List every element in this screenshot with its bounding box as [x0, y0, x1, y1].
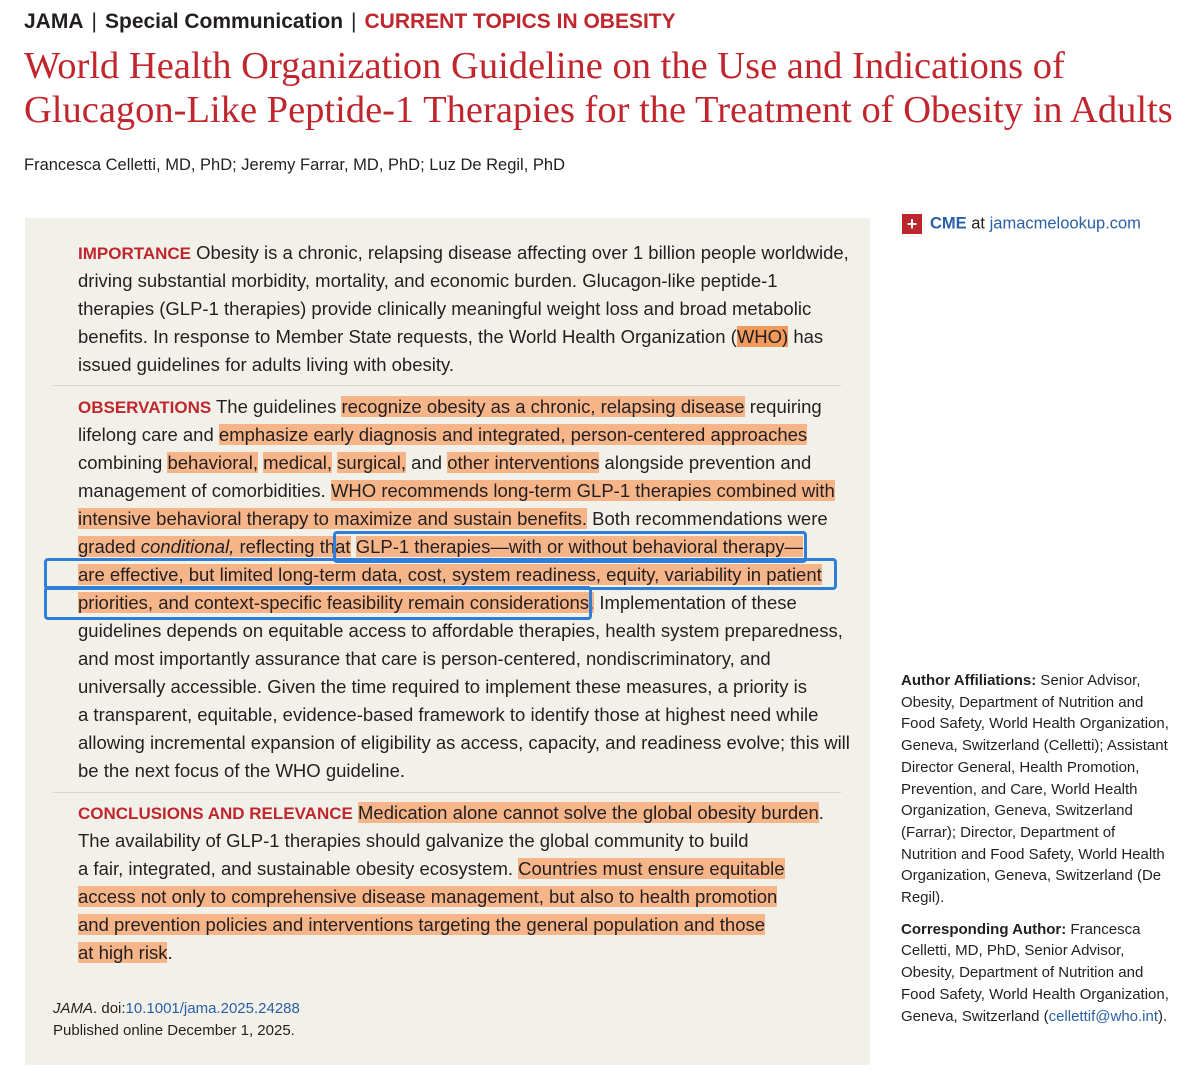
- text-run: Obesity is a chronic, relapsing disease affecting over 1 billion people worldwide,: [191, 242, 849, 263]
- importance-label: IMPORTANCE: [78, 244, 192, 263]
- text-run: .: [818, 802, 824, 823]
- conclusions-label: CONCLUSIONS AND RELEVANCE: [78, 804, 353, 823]
- observations-line: [78, 702, 818, 728]
- corresponding-author: [901, 919, 1171, 1028]
- observations-line: [78, 730, 850, 756]
- observations-heading-line: [78, 394, 822, 420]
- text-run: requiring: [744, 396, 822, 417]
- email-link[interactable]: cellettif@who.int: [1048, 1007, 1159, 1025]
- abstract-panel: [25, 218, 870, 1065]
- text-run: management of comorbidities.: [78, 480, 331, 501]
- highlighted-text: surgical,: [337, 452, 407, 473]
- header-separator: |: [91, 10, 97, 33]
- cme-label[interactable]: CME: [930, 214, 967, 233]
- importance-line: [191, 242, 849, 263]
- article-title: World Health Organization Guideline on the Use and Indications of Glucagon-Like Peptide-1 Therapies for the Treatment of Obesity in Adults: [24, 45, 1173, 131]
- conclusions-line: [78, 940, 173, 966]
- observations-line: [78, 422, 807, 448]
- observations-line: [78, 646, 771, 672]
- plus-icon: +: [902, 214, 922, 234]
- text-run: guidelines depends on equitable access to affordable therapies, health system preparedness,: [78, 620, 843, 641]
- text-run: a fair, integrated, and sustainable obesity ecosystem.: [78, 858, 519, 879]
- cme-at: at: [966, 214, 990, 233]
- affiliations-label: Author Affiliations:: [901, 672, 1037, 689]
- highlighted-text: GLP-1 therapies—with or without behavioral therapy—: [355, 536, 803, 557]
- article-type: Special Communication: [104, 10, 344, 33]
- author-affiliations: [901, 670, 1171, 909]
- text-run: Implementation of these: [594, 592, 797, 613]
- conclusions-line: [78, 912, 765, 938]
- text-run: lifelong care and: [78, 424, 219, 445]
- text-run: has: [788, 326, 824, 347]
- importance-line: [78, 352, 454, 378]
- citation-journal: JAMA: [53, 1000, 94, 1017]
- highlighted-text: WHO recommends long-term GLP-1 therapies combined with: [330, 480, 835, 501]
- text-run: benefits. In response to Member State requests, the World Health Organization (: [78, 326, 737, 347]
- conclusions-line: [353, 802, 824, 823]
- highlighted-text: are effective, but limited long-term data, cost, system readiness, equity, variability in patient: [78, 564, 822, 585]
- highlighted-text: Medication alone cannot solve the global obesity burden: [358, 802, 819, 823]
- observations-line: [78, 478, 835, 504]
- highlighted-text: conditional,: [140, 536, 235, 557]
- text-run: Both recommendations were: [587, 508, 828, 529]
- highlighted-text: at high risk: [78, 942, 168, 963]
- highlighted-text: and prevention policies and interventions targeting the general population and those: [78, 914, 766, 935]
- observations-line: [78, 450, 811, 476]
- text-run: driving substantial morbidity, mortality, and economic burden. Glucagon-like peptide-1: [78, 270, 778, 291]
- text-run: a transparent, equitable, evidence-based framework to identify those at highest need while: [78, 704, 819, 725]
- corresponding-label: Corresponding Author:: [901, 920, 1067, 938]
- conclusions-heading-line: [78, 800, 824, 826]
- highlighted-text: recognize obesity as a chronic, relapsing disease: [341, 396, 745, 417]
- highlighted-text: medical,: [263, 452, 333, 473]
- affiliations-text: Senior Advisor, Obesity, Department of Nutrition and Food Safety, World Health Organization, Geneva, Switzerland (Celletti); Assistant Director General, Health Promotion, Prevention, and Care, World Health Organization, Geneva, Switzerland (Farrar); Director, Department of Nutrition and Food Safety, World Health Organization, Geneva, Switzerland (De Regil).: [901, 672, 1169, 907]
- doi-prefix: . doi:: [93, 1000, 126, 1017]
- conclusions-line: [78, 828, 749, 854]
- text-run: issued guidelines for adults living with obesity.: [78, 354, 455, 375]
- citation-block: [53, 998, 300, 1042]
- observations-line: [211, 396, 822, 417]
- doi-link[interactable]: 10.1001/jama.2025.24288: [125, 1000, 300, 1017]
- author-list: Francesca Celletti, MD, PhD; Jeremy Farrar, MD, PhD; Luz De Regil, PhD: [24, 156, 565, 174]
- highlighted-text: other interventions: [447, 452, 600, 473]
- observations-line: [78, 758, 405, 784]
- observations-line: [78, 674, 807, 700]
- highlighted-text: reflecting that: [234, 536, 351, 557]
- conclusions-line: [78, 856, 785, 882]
- journal-name: JAMA: [24, 10, 84, 33]
- importance-line: [78, 268, 778, 294]
- text-run: therapies (GLP-1 therapies) provide clinically meaningful weight loss and broad metabolic: [78, 298, 812, 319]
- highlighted-text: behavioral,: [167, 452, 258, 473]
- text-run: .: [167, 942, 173, 963]
- highlighted-text: graded: [78, 536, 141, 557]
- highlighted-text: Countries must ensure equitable: [518, 858, 785, 879]
- text-run: allowing incremental expansion of eligibility as access, capacity, and readiness evolve; this will: [78, 732, 850, 753]
- importance-heading-line: [78, 240, 849, 266]
- text-run: The guidelines: [211, 396, 342, 417]
- topic-label[interactable]: CURRENT TOPICS IN OBESITY: [364, 10, 676, 33]
- text-selection-outline: [44, 586, 595, 620]
- highlighted-text: priorities, and context-specific feasibility remain considerations.: [78, 592, 595, 613]
- header-separator: |: [351, 10, 357, 33]
- importance-line: [78, 296, 811, 322]
- affiliations-column: [901, 670, 1171, 1037]
- importance-line: [78, 324, 823, 350]
- highlighted-text: emphasize early diagnosis and integrated, person-centered approaches: [218, 424, 808, 445]
- text-run: universally accessible. Given the time required to implement these measures, a priority is: [78, 676, 808, 697]
- corresponding-end: ).: [1158, 1007, 1168, 1025]
- observations-line: [78, 506, 828, 532]
- text-run: and: [406, 452, 448, 473]
- published-date: Published online December 1, 2025.: [53, 1022, 295, 1039]
- highlighted-text: intensive behavioral therapy to maximize and sustain benefits.: [78, 508, 588, 529]
- corresponding-text: Francesca Celletti, MD, PhD, Senior Advisor, Obesity, Department of Nutrition and Food Safety, World Health Organization, Geneva, Switzerland (: [901, 920, 1169, 1025]
- text-run: combining: [78, 452, 168, 473]
- highlighted-text: WHO): [736, 326, 789, 347]
- text-run: The availability of GLP-1 therapies should galvanize the global community to build: [78, 830, 749, 851]
- cme-link[interactable]: [902, 214, 1141, 234]
- observations-line: [78, 618, 843, 644]
- conclusions-line: [78, 884, 777, 910]
- section-divider: [53, 792, 841, 793]
- observations-label: OBSERVATIONS: [78, 398, 212, 417]
- text-run: be the next focus of the WHO guideline.: [78, 760, 406, 781]
- text-run: alongside prevention and: [599, 452, 812, 473]
- highlighted-text: access not only to comprehensive disease management, but also to health promotion: [78, 886, 778, 907]
- text-run: and most importantly assurance that care is person-centered, nondiscriminatory, and: [78, 648, 771, 669]
- section-divider: [53, 385, 841, 386]
- journal-header: [24, 10, 676, 34]
- cme-url[interactable]: jamacmelookup.com: [989, 214, 1141, 233]
